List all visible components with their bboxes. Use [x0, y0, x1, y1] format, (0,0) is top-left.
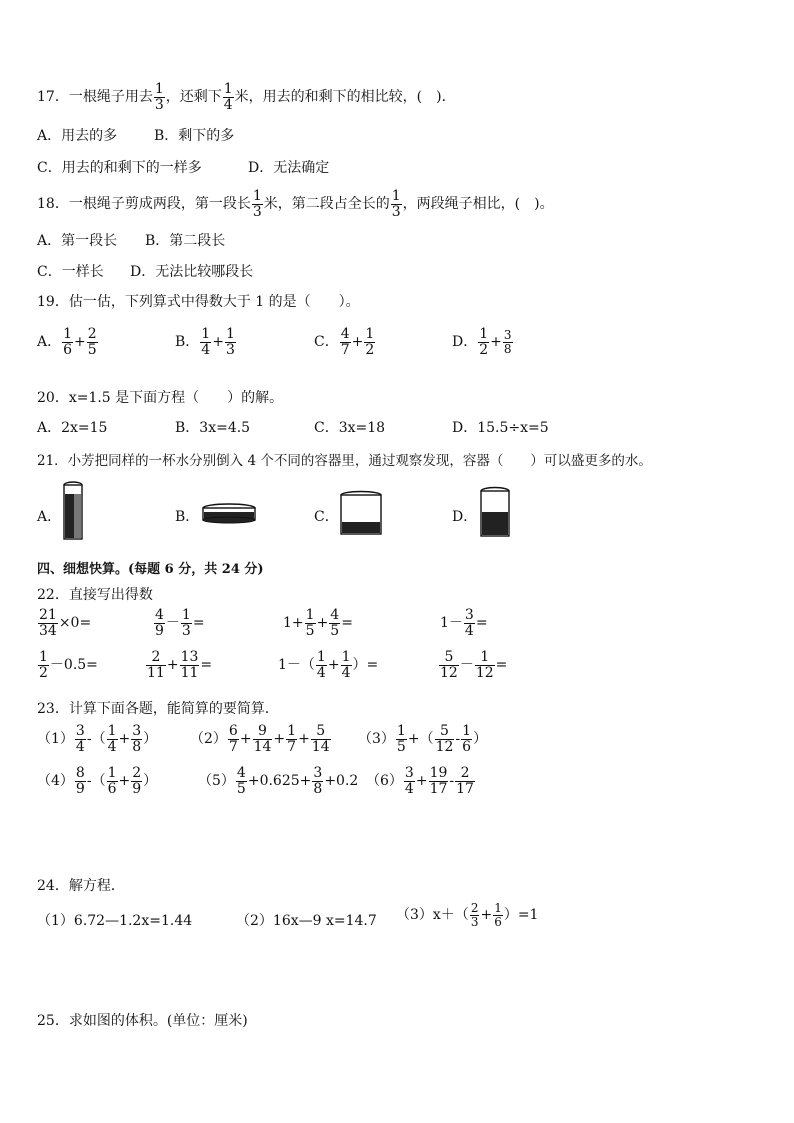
- q24-equation-1: （1）6.72—1.2x=1.44: [37, 913, 193, 929]
- q22-item-4: 1－ $\frac{3}{4}$ =: [440, 607, 488, 639]
- q19-option-d[interactable]: D． $\frac{1}{2}$ + $\frac{3}{8}$: [452, 326, 512, 358]
- section-heading: 四、细想快算。(每题 6 分，共 24 分): [37, 562, 264, 577]
- q17-option-b[interactable]: B．剩下的多: [154, 128, 235, 144]
- q18-option-a[interactable]: A．第一段长: [37, 233, 118, 249]
- q24-equation-2: （2）16x—9 x=14.7: [236, 913, 377, 929]
- q17-stem: 17．一根绳子用去 $\frac{1}{3}$ ，还剩下 $\frac{1}{4}$ 米，用去的和剩下的相比较，( )．: [37, 81, 456, 113]
- q23-item-3: （3） $\frac{1}{5}$ +（ $\frac{5}{12}$ - $\frac{1}{6}$ ）: [358, 723, 488, 755]
- q17-option-c[interactable]: C．用去的和剩下的一样多: [37, 160, 202, 176]
- q18-option-d[interactable]: D．无法比较哪段长: [130, 264, 254, 280]
- q21-option-d-label[interactable]: D．: [452, 509, 478, 525]
- medium-container-icon: [478, 486, 512, 540]
- fraction: $\frac{1}{3}$: [391, 188, 401, 220]
- q21-option-a-label[interactable]: A．: [37, 509, 62, 525]
- q17-option-a[interactable]: A．用去的多: [37, 128, 118, 144]
- q22-item-5: $\frac{1}{2}$ －0.5=: [39, 649, 98, 681]
- q23-item-5: （5） $\frac{4}{5}$ +0.625+ $\frac{3}{8}$ +0.2: [198, 765, 359, 797]
- q23-item-6: （6） $\frac{3}{4}$ + $\frac{19}{17}$ - $\frac{2}{17}$: [366, 765, 474, 797]
- medium-wide-container-icon: [338, 490, 384, 538]
- wide-flat-container-icon: [200, 502, 258, 526]
- q18-option-c[interactable]: C．一样长: [37, 264, 104, 280]
- q22-item-1: $\frac{21}{34}$ ×0=: [39, 607, 92, 639]
- fraction: $\frac{1}{4}$: [223, 81, 233, 113]
- q20-option-c[interactable]: C．3x=18: [314, 420, 386, 436]
- q20-option-a[interactable]: A．2x=15: [37, 420, 108, 436]
- q19-stem: 19．估一估，下列算式中得数大于 1 的是（ ）。: [37, 294, 360, 310]
- q18-stem: 18．一根绳子剪成两段，第一段长 $\frac{1}{3}$ 米，第二段占全长的 $\frac{1}{3}$ ，两段绳子相比，( )。: [37, 188, 554, 220]
- fraction: $\frac{1}{3}$: [154, 81, 164, 113]
- q20-option-d[interactable]: D．15.5÷x=5: [452, 420, 549, 436]
- tall-narrow-container-icon: [60, 480, 86, 542]
- q22-item-2: $\frac{4}{9}$ － $\frac{1}{3}$ =: [155, 607, 205, 639]
- q21-stem: 21．小芳把同样的一杯水分别倒入 4 个不同的容器里，通过观察发现，容器（ ）可以盛更多的水。: [37, 453, 652, 469]
- q22-item-7: 1－（ $\frac{1}{4}$ + $\frac{1}{4}$ ）=: [278, 649, 379, 681]
- q23-item-4: （4） $\frac{8}{9}$ -（ $\frac{1}{6}$ + $\frac{2}{9}$ ）: [37, 765, 158, 797]
- q23-stem: 23．计算下面各题，能简算的要简算．: [37, 701, 279, 717]
- q21-option-c-label[interactable]: C．: [314, 509, 339, 525]
- q18-option-b[interactable]: B．第二段长: [145, 233, 226, 249]
- q20-option-b[interactable]: B．3x=4.5: [175, 420, 251, 436]
- q19-option-b[interactable]: B． $\frac{1}{4}$ + $\frac{1}{3}$: [175, 326, 235, 358]
- q23-item-2: （2） $\frac{6}{7}$ + $\frac{9}{14}$ + $\frac{1}{7}$ + $\frac{5}{14}$: [190, 723, 330, 755]
- q22-item-3: 1+ $\frac{1}{5}$ + $\frac{4}{5}$ =: [283, 607, 353, 639]
- q21-option-b-label[interactable]: B．: [175, 509, 200, 525]
- fraction: $\frac{1}{3}$: [252, 188, 262, 220]
- q17-option-d[interactable]: D．无法确定: [248, 160, 330, 176]
- q24-stem: 24．解方程．: [37, 878, 125, 894]
- q19-option-a[interactable]: A． $\frac{1}{6}$ + $\frac{2}{5}$: [37, 326, 97, 358]
- q24-equation-3: （3）x＋（ $\frac{2}{3}$ + $\frac{1}{6}$ ）=1: [396, 901, 539, 929]
- q25-stem: 25．求如图的体积。(单位：厘米): [37, 1013, 248, 1029]
- q23-item-1: （1） $\frac{3}{4}$ -（ $\frac{1}{4}$ + $\frac{3}{8}$ ）: [37, 723, 158, 755]
- q19-option-c[interactable]: C． $\frac{4}{7}$ + $\frac{1}{2}$: [314, 326, 375, 358]
- q20-stem: 20．x=1.5 是下面方程（ ）的解。: [37, 390, 284, 406]
- q22-item-6: $\frac{2}{11}$ + $\frac{13}{11}$ =: [147, 649, 213, 681]
- q22-stem: 22．直接写出得数: [37, 587, 153, 603]
- q22-item-8: $\frac{5}{12}$ － $\frac{1}{12}$ =: [440, 649, 508, 681]
